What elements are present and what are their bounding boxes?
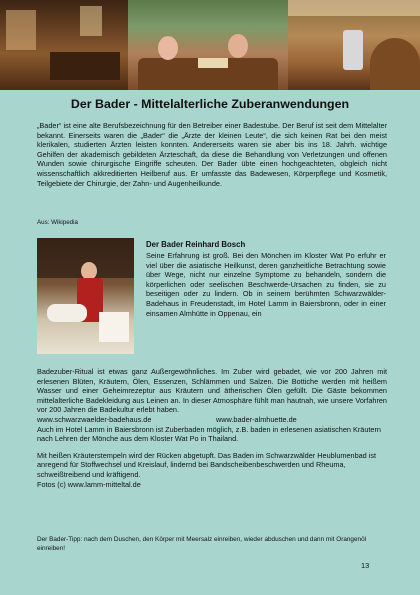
link-bader-almhuette[interactable]: www.bader-almhuette.de (216, 414, 297, 424)
source-note: Aus: Wikipedia (37, 219, 78, 226)
link-schwarzwaelder-badehaus[interactable]: www.schwarzwaelder-badehaus.de (37, 414, 152, 424)
page-title: Der Bader - Mittelalterliche Zuberanwendungen (70, 97, 350, 111)
bosch-section (146, 240, 386, 318)
ritual-paragraph: Badezuber-Ritual ist etwas ganz Außergewöhnliches. Im Zuber wird gebadet, wie vor 200 Jahren mit erlesenen Blüten, Kräutern, Ölen, Essenzen, Schlämmen und Salzen. Die Bottiche werden mit heißem Wasser und einer Geheimrezeptur aus Kräutern und ätherischen Ölen gefüllt. Die Gäste bekommen mittelalterliche Badekleidung aus Leinen an. In dieser Atmosphäre fühlt man hautnah, wie unsere Vorfahren vor 200 Jahren die Badekultur erlebt haben. (37, 367, 387, 415)
photo-bader-portrait (37, 238, 134, 354)
bosch-paragraph: Seine Erfahrung ist groß. Bei den Mönchen im Kloster Wat Po erfuhr er viel über die asiatische Heilkunst, deren ganzheitliche Betrachtung sowie über Wege, nicht nur einzelne Symptome zu behandeln, sondern die körperlichen oder seelischen Beschwerde-Ursachen zu finden, sie zu beseitigen oder zu lindern. Ob in seinem berühmten Schwarzwälder-Badehaus in Freudenstadt, im Hotel Lamm in Baiersbronn, oder in einer einsamen Almhütte in Oppenau, ein (146, 251, 386, 318)
photo-bath-area (288, 0, 420, 90)
page-number: 13 (361, 561, 370, 570)
photo-credit: Fotos (c) www.lamm-mitteltal.de (37, 479, 141, 489)
intro-paragraph: „Bader“ ist eine alte Berufsbezeichnung für den Betreiber einer Badestube. Der Beruf ist seit dem Mittelalter bekannt. Einerseits waren die „Bader“ die „Ärzte der kleinen Leute“, die sich keinen Rat bei den meist klerikalen, studierten Ärzten leisten konnten. Andererseits waren sie aber bis ins 18. Jahrh. wichtige Gehilfen der akademisch gebildeten Ärzteschaft, da diese die Behandlung von Verletzungen und offenen Wunden sowie chirurgische Eingriffe scheuten. Der Bader übte einen hochgeachteten, obgleich nicht wissenschaftlich akkreditierten Heilberuf aus. Er umfasste das Badewesen, Körperpflege und Kosmetik, Teilgebiete der Chirurgie, der Zahn- und Augenheilkunde. (37, 121, 387, 188)
lower-section (37, 367, 387, 489)
heublumenbad-paragraph: Mit heißen Kräuterstempeln wird der Rücken abgetupft. Das Baden im Schwarzwälder Heublumenbad ist anregend für Stoffwechsel und Kreislauf, lindernd bei Bandscheibenbeschwerden und Rheuma, schweißtreibend und kräftigend. (37, 450, 377, 479)
photo-wooden-tub-couple (128, 0, 288, 90)
photo-wood-room (0, 0, 128, 90)
hotel-lamm-paragraph: Auch im Hotel Lamm in Baiersbronn ist Zuberbaden möglich, z.B. baden in erlesenen asiatischen Kräutern nach Lehren der Mönche aus dem Kloster Wat Po in Thailand. (37, 424, 381, 444)
header-photo-strip (0, 0, 420, 90)
website-links (37, 415, 387, 425)
bader-tip: Der Bader-Tipp: nach dem Duschen, den Körper mit Meersalz einreiben, wieder abduschen und dann mit Orangenöl einreiben! (37, 536, 367, 552)
bosch-heading: Der Bader Reinhard Bosch (146, 240, 246, 249)
